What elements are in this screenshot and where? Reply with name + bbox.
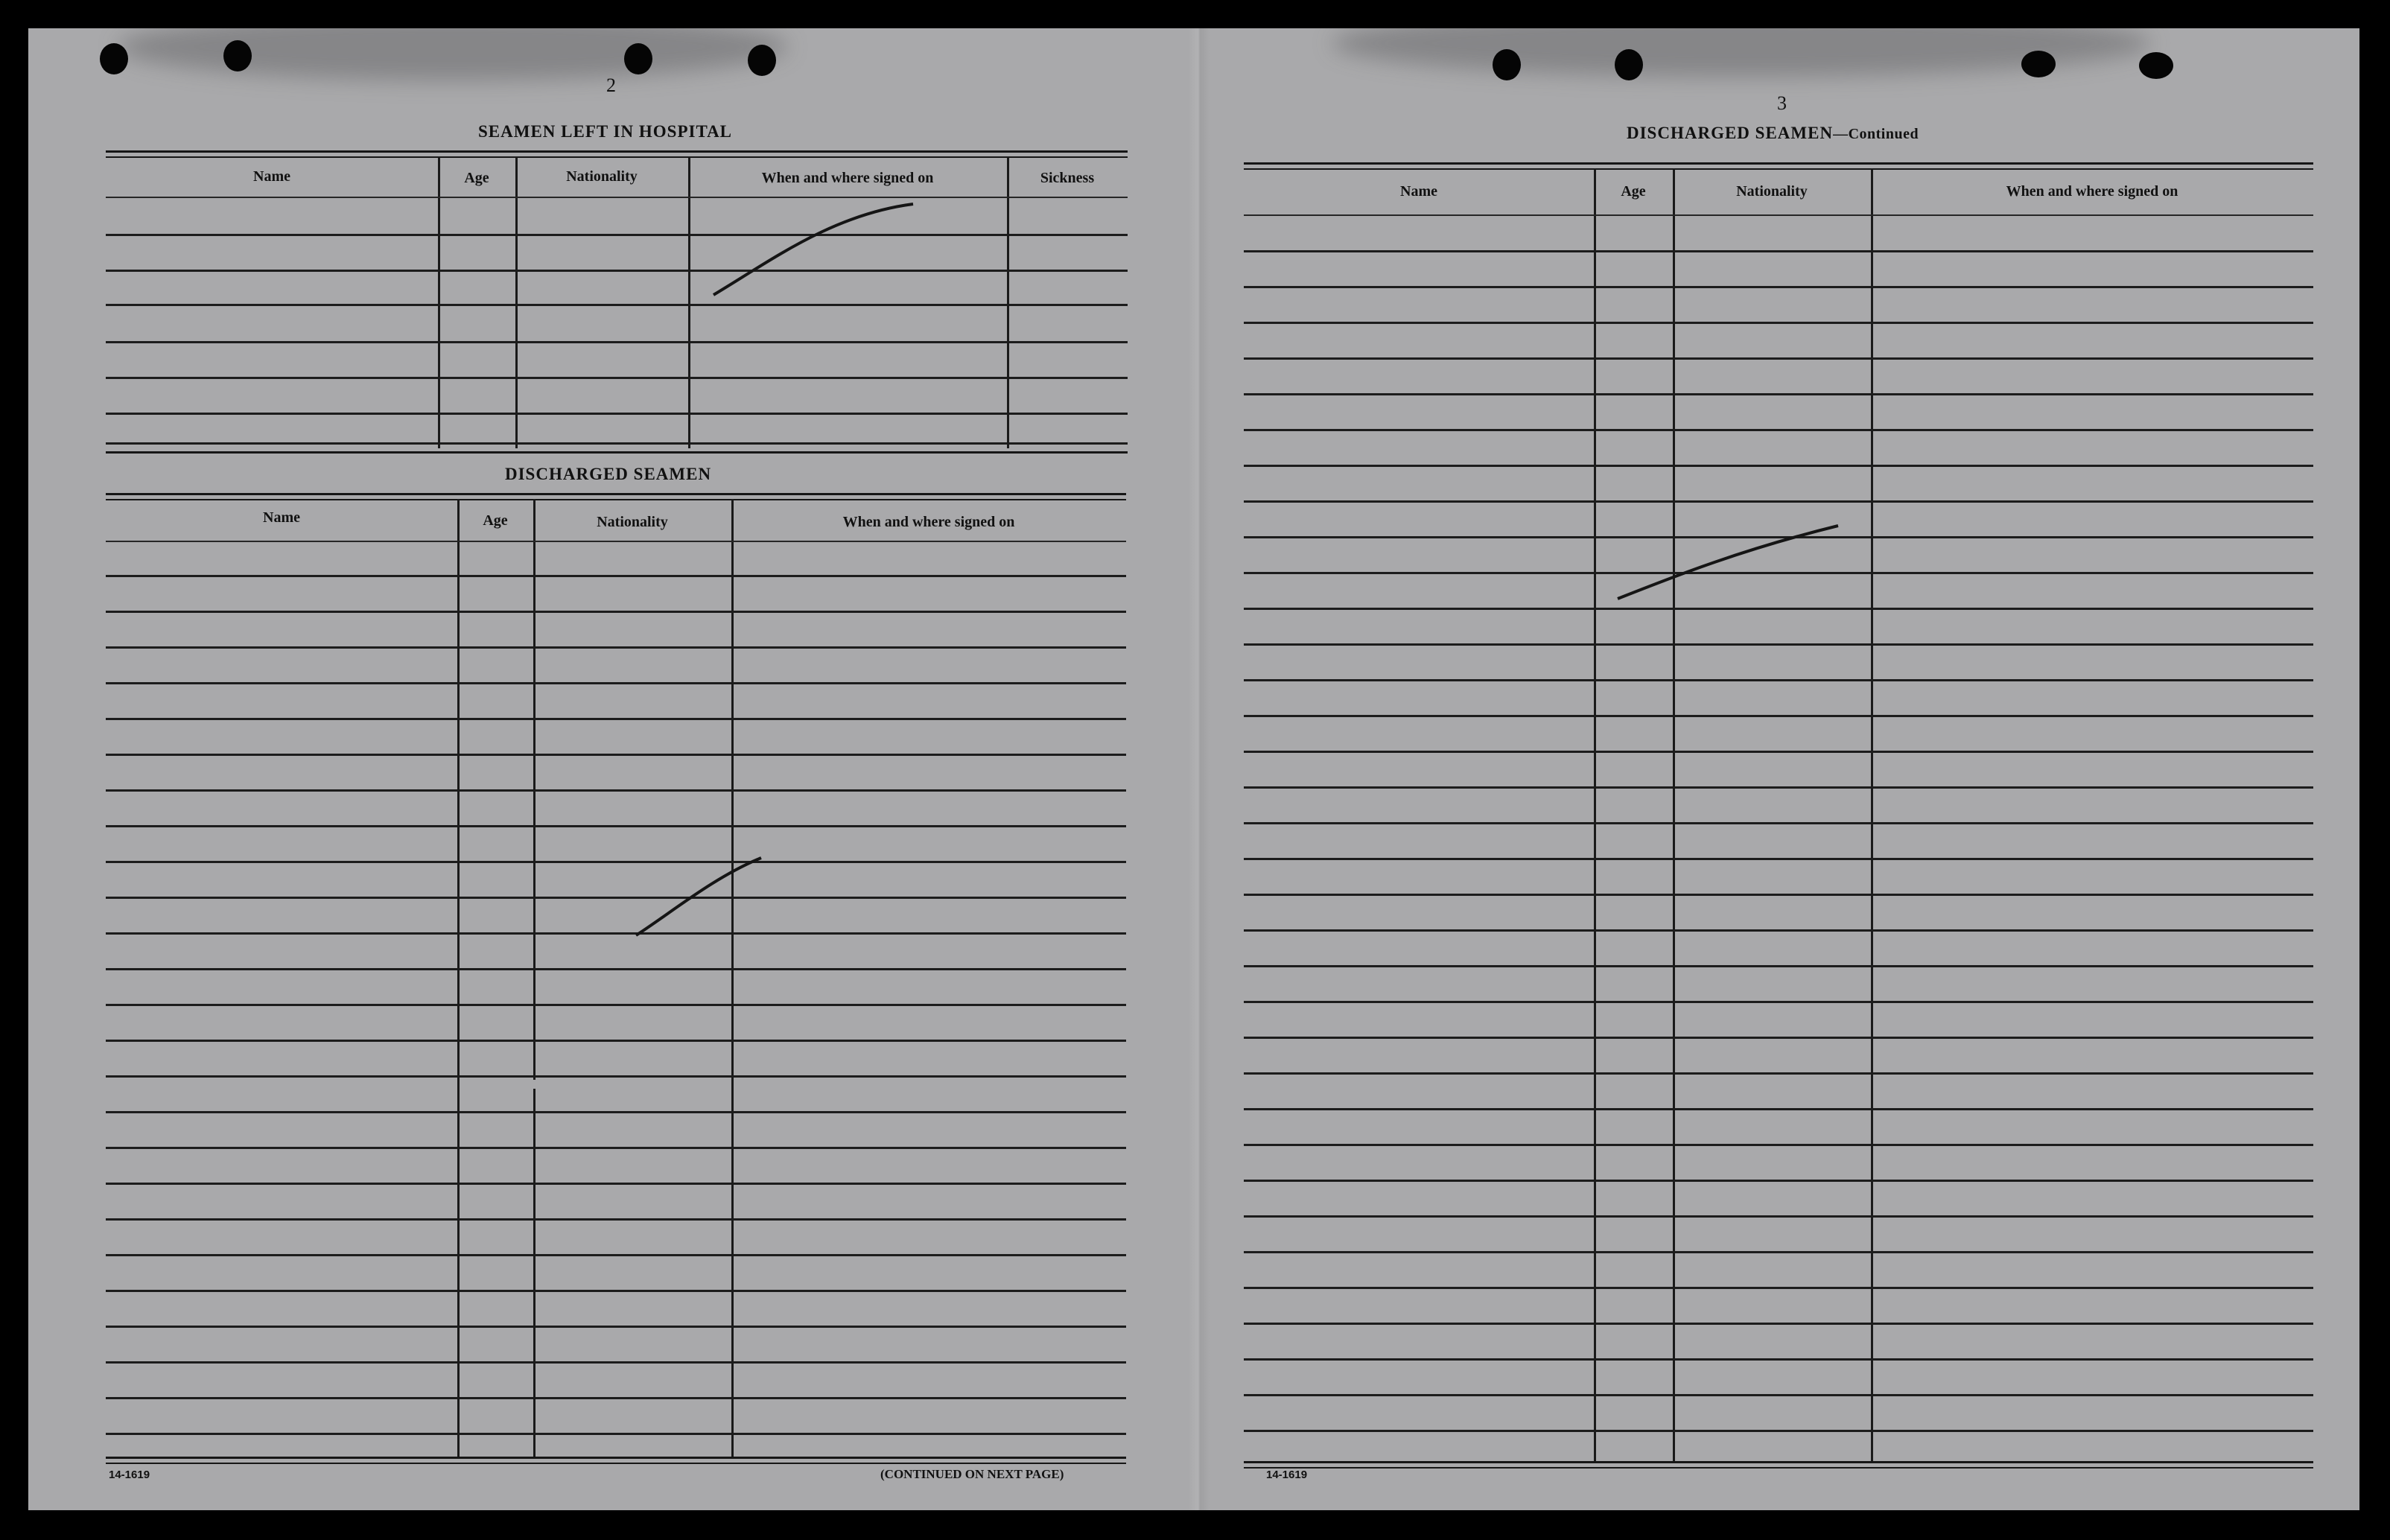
hospital-col-name: Name bbox=[253, 168, 290, 185]
hospital-col-sickness: Sickness bbox=[1040, 170, 1095, 186]
section-title-hospital: SEAMEN LEFT IN HOSPITAL bbox=[478, 122, 733, 141]
continued-col-nationality: Nationality bbox=[1736, 183, 1808, 200]
pen-strike-hospital bbox=[713, 204, 913, 295]
continued-note: (CONTINUED ON NEXT PAGE) bbox=[880, 1467, 1064, 1481]
section-title-discharged: DISCHARGED SEAMEN bbox=[505, 465, 712, 483]
hospital-col-signed-on: When and where signed on bbox=[761, 170, 934, 186]
hospital-col-nationality: Nationality bbox=[566, 168, 638, 185]
page-number: 3 bbox=[1777, 92, 1787, 114]
pen-strike-continued bbox=[1618, 526, 1838, 599]
pen-strike-marks bbox=[28, 28, 2359, 1510]
discharged-col-nationality: Nationality bbox=[597, 514, 668, 530]
form-number: 14-1619 bbox=[109, 1469, 150, 1481]
continued-col-age: Age bbox=[1621, 183, 1646, 200]
discharged-col-signed-on: When and where signed on bbox=[842, 514, 1015, 530]
form-number: 14-1619 bbox=[1266, 1469, 1308, 1481]
page-number: 2 bbox=[606, 74, 616, 96]
title-main: DISCHARGED SEAMEN bbox=[1627, 124, 1834, 142]
pen-strike-discharged bbox=[636, 858, 761, 935]
continued-col-signed-on: When and where signed on bbox=[2006, 183, 2178, 200]
title-suffix: —Continued bbox=[1833, 126, 1919, 142]
continued-col-name: Name bbox=[1400, 183, 1437, 200]
document-sheet bbox=[28, 28, 2359, 1510]
hospital-col-age: Age bbox=[464, 170, 489, 186]
discharged-col-name: Name bbox=[263, 509, 300, 526]
discharged-col-age: Age bbox=[483, 512, 508, 529]
